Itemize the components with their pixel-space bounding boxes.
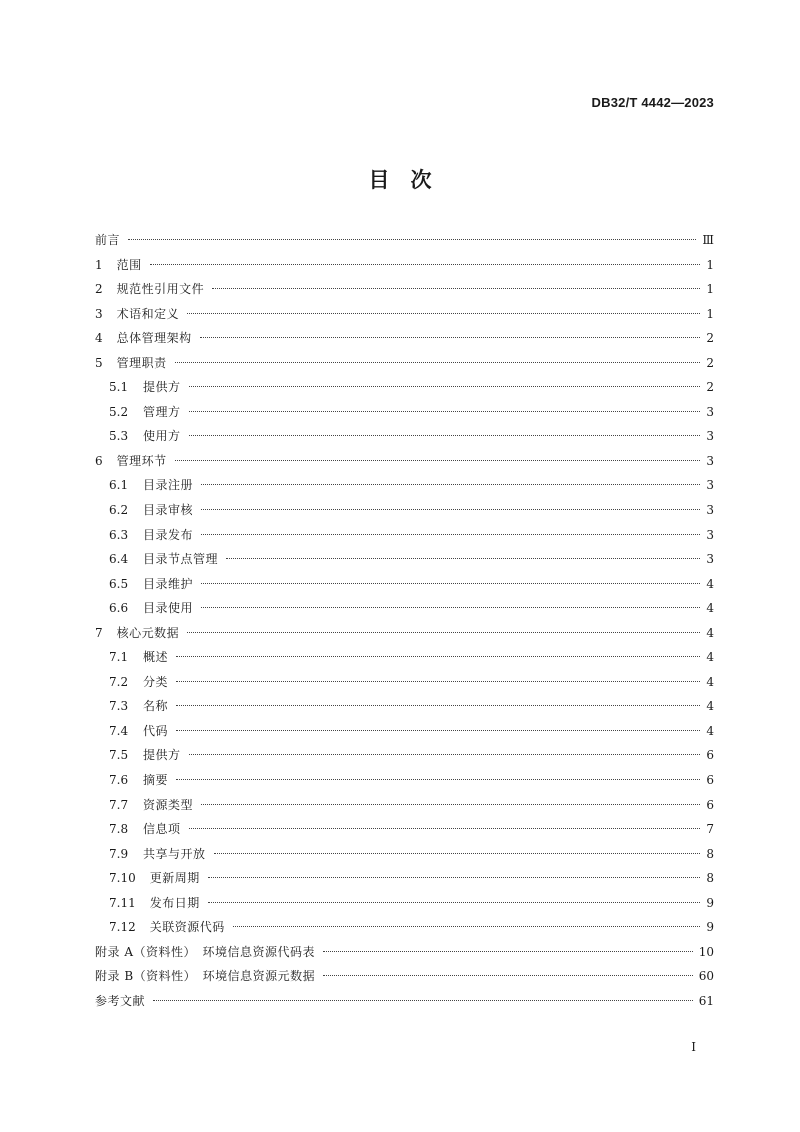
toc-entry-page: 61	[698, 993, 714, 1008]
toc-entry-page: 6	[706, 773, 714, 788]
toc-entry[interactable]	[95, 891, 714, 916]
toc-entry-page: 4	[706, 674, 714, 689]
toc-dot-leader	[150, 264, 701, 265]
toc-dot-leader	[201, 509, 700, 510]
toc-entry-number: 6.3	[109, 527, 129, 542]
toc-entry[interactable]	[95, 694, 714, 719]
toc-entry-page: 4	[706, 601, 714, 616]
toc-entry-number: 7.6	[109, 773, 129, 788]
toc-entry-number: 7.10	[109, 871, 136, 886]
toc-entry-page: 3	[706, 429, 714, 444]
toc-entry[interactable]	[95, 719, 714, 744]
toc-entry[interactable]	[95, 449, 714, 474]
toc-entry[interactable]	[95, 547, 714, 572]
toc-dot-leader	[176, 705, 700, 706]
toc-entry-number: 6	[95, 453, 103, 468]
toc-dot-leader	[175, 362, 701, 363]
toc-entry-label: 目录使用	[143, 601, 194, 616]
toc-entry-label: 管理职责	[116, 355, 167, 370]
toc-entry-number: 7.1	[109, 650, 129, 665]
toc-entry-page: 1	[706, 306, 714, 321]
toc-entry-label: 目录节点管理	[143, 552, 219, 567]
toc-entry-page: 3	[706, 527, 714, 542]
toc-entry-label: 名称	[143, 699, 169, 714]
toc-entry[interactable]	[95, 375, 714, 400]
toc-entry-label: 关联资源代码	[149, 920, 225, 935]
toc-dot-leader	[201, 607, 700, 608]
toc-dot-leader	[201, 804, 700, 805]
toc-entry[interactable]	[95, 842, 714, 867]
toc-entry-number: 5	[95, 355, 103, 370]
toc-entry-page: 6	[706, 748, 714, 763]
toc-entry-number: 4	[95, 331, 103, 346]
toc-entry-label: 范围	[116, 257, 142, 272]
toc-entry[interactable]	[95, 302, 714, 327]
toc-entry-number: 6.5	[109, 576, 129, 591]
toc-dot-leader	[201, 534, 700, 535]
toc-entry-label: 使用方	[143, 429, 181, 444]
toc-entry-page: 4	[706, 723, 714, 738]
toc-dot-leader	[323, 975, 693, 976]
toc-entry[interactable]	[95, 768, 714, 793]
toc-entry-label: 发布日期	[149, 895, 200, 910]
toc-entry-page: 7	[706, 822, 714, 837]
toc-dot-leader	[214, 853, 701, 854]
toc-entry-page: 2	[706, 355, 714, 370]
toc-entry[interactable]	[95, 866, 714, 891]
toc-entry-page: 2	[706, 380, 714, 395]
toc-dot-leader	[323, 951, 693, 952]
toc-entry-label: 管理方	[143, 404, 181, 419]
page-title: 目 次	[368, 168, 432, 192]
toc-entry-page: Ⅲ	[702, 233, 714, 247]
toc-entry-label: 总体管理架构	[116, 331, 192, 346]
toc-entry-page: 4	[706, 625, 714, 640]
toc-entry-label: 代码	[143, 723, 169, 738]
toc-entry-label: 更新周期	[149, 871, 200, 886]
toc-entry-number: 2	[95, 282, 103, 297]
toc-entry-number: 7.8	[109, 822, 129, 837]
toc-entry-number: 7.11	[109, 895, 136, 910]
toc-dot-leader	[208, 902, 701, 903]
toc-entry-label: 资源类型	[143, 797, 194, 812]
toc-entry[interactable]	[95, 572, 714, 597]
toc-entry-label: 附录 A（资料性） 环境信息资源代码表	[95, 944, 315, 959]
toc-dot-leader	[233, 926, 701, 927]
toc-entry[interactable]	[95, 989, 714, 1014]
toc-dot-leader	[175, 460, 701, 461]
document-code: DB32/T 4442—2023	[591, 95, 714, 110]
toc-entry-page: 8	[706, 871, 714, 886]
toc-entry-page: 6	[706, 797, 714, 812]
toc-entry[interactable]	[95, 621, 714, 646]
toc-entry-number: 7.5	[109, 748, 129, 763]
toc-entry-label: 概述	[143, 650, 169, 665]
toc-entry-label: 目录审核	[143, 503, 194, 518]
toc-entry[interactable]	[95, 915, 714, 940]
toc-entry[interactable]	[95, 253, 714, 278]
toc-entry-number: 6.1	[109, 478, 129, 493]
toc-entry-number: 7.2	[109, 674, 129, 689]
toc-entry-number: 6.2	[109, 503, 129, 518]
toc-entry-page: 3	[706, 404, 714, 419]
toc-entry-page: 3	[706, 503, 714, 518]
toc-dot-leader	[201, 583, 700, 584]
toc-dot-leader	[187, 313, 700, 314]
toc-dot-leader	[189, 754, 701, 755]
toc-entry-label: 共享与开放	[143, 846, 206, 861]
toc-entry-label: 提供方	[143, 380, 181, 395]
table-of-contents	[95, 228, 714, 1014]
toc-entry-number: 7	[95, 625, 103, 640]
toc-entry-page: 2	[706, 331, 714, 346]
toc-entry-label: 术语和定义	[116, 306, 180, 321]
toc-entry-label: 分类	[143, 674, 169, 689]
toc-entry-number: 7.12	[109, 920, 136, 935]
toc-entry-page: 4	[706, 576, 714, 591]
toc-entry-label: 摘要	[143, 773, 169, 788]
toc-entry-number: 6.6	[109, 601, 129, 616]
toc-entry[interactable]	[95, 277, 714, 302]
toc-entry-number: 1	[95, 257, 103, 272]
toc-entry[interactable]	[95, 743, 714, 768]
toc-entry-label: 附录 B（资料性） 环境信息资源元数据	[95, 969, 316, 984]
toc-entry-page: 10	[698, 944, 714, 959]
toc-entry[interactable]	[95, 940, 714, 965]
toc-entry-page: 3	[706, 478, 714, 493]
toc-dot-leader	[200, 337, 701, 338]
toc-entry-number: 7.7	[109, 797, 129, 812]
toc-dot-leader	[189, 386, 701, 387]
toc-entry-page: 4	[706, 699, 714, 714]
toc-dot-leader	[201, 484, 700, 485]
toc-entry[interactable]	[95, 228, 714, 253]
toc-entry[interactable]	[95, 645, 714, 670]
toc-entry-number: 7.3	[109, 699, 129, 714]
toc-dot-leader	[189, 828, 701, 829]
toc-entry-page: 60	[698, 969, 714, 984]
toc-entry-page: 8	[706, 846, 714, 861]
toc-entry[interactable]	[95, 523, 714, 548]
toc-entry[interactable]	[95, 473, 714, 498]
toc-dot-leader	[176, 779, 700, 780]
toc-entry-number: 5.3	[109, 429, 129, 444]
toc-entry-label: 规范性引用文件	[116, 282, 205, 297]
toc-entry-number: 6.4	[109, 552, 129, 567]
toc-dot-leader	[187, 632, 700, 633]
toc-dot-leader	[128, 239, 696, 240]
toc-entry-page: 1	[706, 282, 714, 297]
toc-entry-label: 目录发布	[143, 527, 194, 542]
toc-entry-number: 7.4	[109, 723, 129, 738]
toc-entry[interactable]	[95, 498, 714, 523]
toc-entry-page: 4	[706, 650, 714, 665]
toc-dot-leader	[176, 681, 700, 682]
toc-dot-leader	[226, 558, 700, 559]
toc-entry-page: 1	[706, 257, 714, 272]
toc-entry[interactable]	[95, 351, 714, 376]
toc-dot-leader	[212, 288, 700, 289]
toc-entry-label: 目录注册	[143, 478, 194, 493]
toc-entry-label: 前言	[95, 233, 121, 247]
toc-entry[interactable]	[95, 326, 714, 351]
toc-entry-label: 管理环节	[116, 453, 167, 468]
toc-entry-number: 7.9	[109, 846, 129, 861]
toc-entry[interactable]	[95, 964, 714, 989]
toc-entry-number: 5.2	[109, 404, 129, 419]
toc-dot-leader	[189, 435, 701, 436]
toc-dot-leader	[208, 877, 701, 878]
toc-entry-page: 9	[706, 895, 714, 910]
toc-entry[interactable]	[95, 817, 714, 842]
toc-dot-leader	[176, 730, 700, 731]
toc-entry[interactable]	[95, 424, 714, 449]
toc-entry-label: 核心元数据	[116, 625, 180, 640]
toc-entry-label: 提供方	[143, 748, 181, 763]
toc-entry-label: 信息项	[143, 822, 181, 837]
toc-entry[interactable]	[95, 670, 714, 695]
toc-entry[interactable]	[95, 793, 714, 818]
toc-entry-number: 5.1	[109, 380, 129, 395]
toc-dot-leader	[189, 411, 701, 412]
toc-entry-page: 3	[706, 552, 714, 567]
toc-entry-number: 3	[95, 306, 103, 321]
toc-entry[interactable]	[95, 400, 714, 425]
toc-entry-label: 参考文献	[95, 993, 146, 1008]
toc-entry-label: 目录维护	[143, 576, 194, 591]
page-number: I	[691, 1040, 696, 1054]
toc-entry[interactable]	[95, 596, 714, 621]
toc-entry-page: 9	[706, 920, 714, 935]
toc-dot-leader	[176, 656, 700, 657]
toc-dot-leader	[153, 1000, 693, 1001]
toc-entry-page: 3	[706, 453, 714, 468]
